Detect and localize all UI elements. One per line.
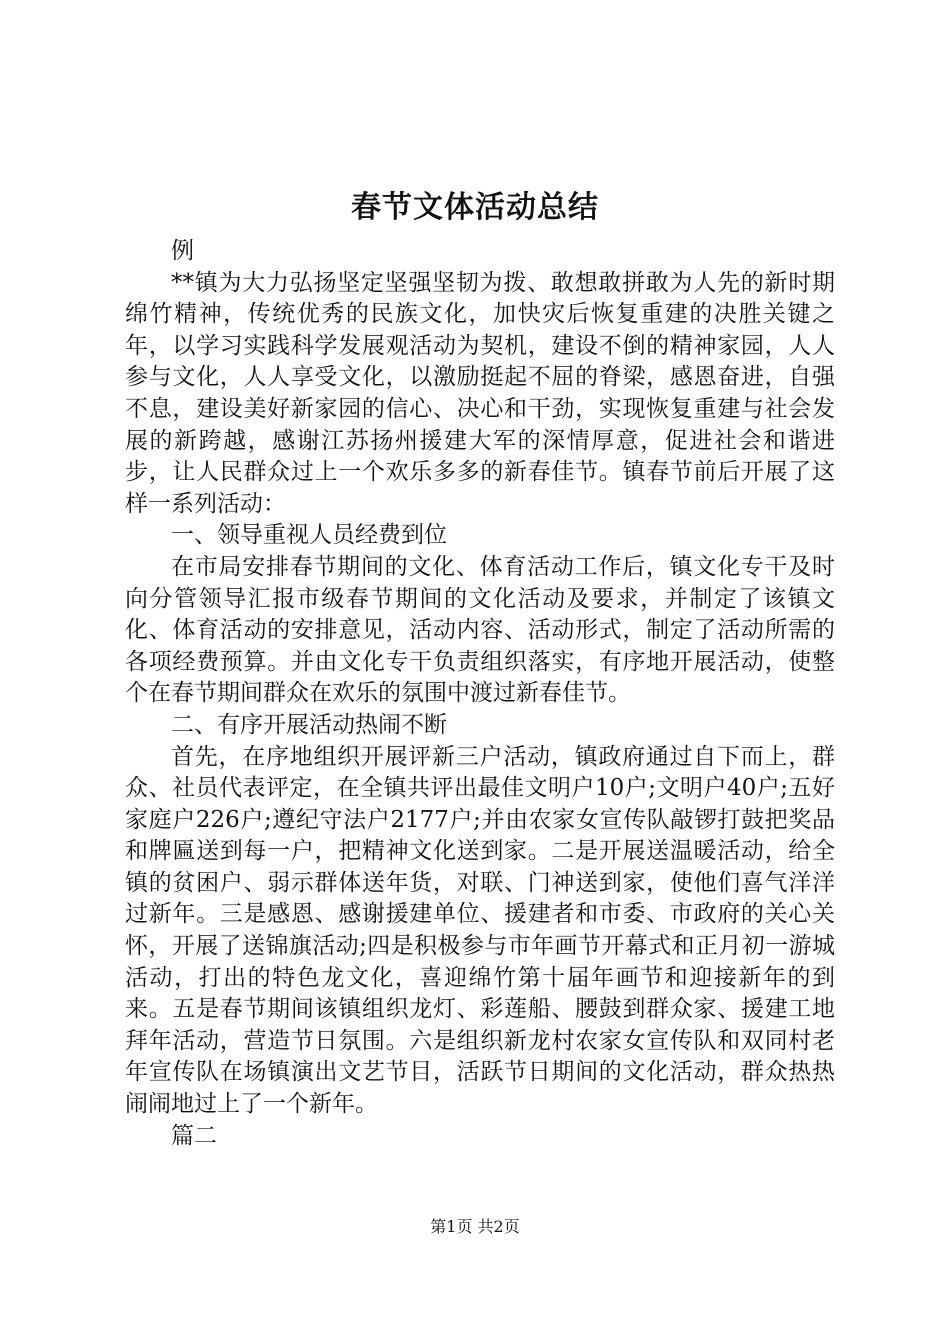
paragraph-example-label: 例 [171,238,194,264]
paragraph-section-2: 首先，在序地组织开展评新三户活动，镇政府通过自下而上，群众、社员代表评定，在全镇共评出最佳文明户10户;文明户40户;五好家庭户226户;遵纪守法户2177户;并由农家女宣传队敲锣打鼓把奖品和牌匾送到每一户，把精神文化送到家。二是开展送温暖活动，给全镇的贫困户、弱示群体送年货，对联、门神送到家，使他们喜气洋洋过新年。三是感恩、感谢援建单位、援建者和市委、市政府的关心关怀，开展了送锦旗活动;四是积极参与市年画节开幕式和正月初一游城活动，打出的特色龙文化，喜迎绵竹第十届年画节和迎接新年的到来。五是春节期间该镇组织龙灯、彩莲船、腰鼓到群众家、援建工地拜年活动，营造节日氛围。六是组织新龙村农家女宣传队和双同村老年宣传队在场镇演出文艺节目，活跃节日期间的文化活动，群众热热闹闹地过上了一个新年。 [125,743,835,1118]
document-body [125,236,835,1152]
document-title: 春节文体活动总结 [351,190,599,225]
section-heading-2: 二、有序开展活动热闹不断 [171,711,447,738]
paragraph-part-two-label: 篇二 [171,1122,217,1149]
page-footer: 第1页 共2页 [430,1217,520,1236]
section-heading-1: 一、领导重视人员经费到位 [171,522,447,549]
paragraph-section-1: 在市局安排春节期间的文化、体育活动工作后，镇文化专干及时向分管领导汇报市级春节期间的文化活动及要求，并制定了该镇文化、体育活动的安排意见，活动内容、活动形式，制定了活动所需的各项经费预算。并由文化专干负责组织落实，有序地开展活动，使整个在春节期间群众在欢乐的氛围中渡过新春佳节。 [125,553,835,707]
paragraph-intro: **镇为大力弘扬坚定坚强坚韧为拨、敢想敢拼敢为人先的新时期绵竹精神，传统优秀的民族文化，加快灾后恢复重建的决胜关键之年，以学习实践科学发展观活动为契机，建设不倒的精神家园，人人参与文化，人人享受文化，以激励挺起不屈的脊梁，感恩奋进，自强不息，建设美好新家园的信心、决心和干劲，实现恢复重建与社会发展的新跨越，感谢江苏扬州援建大军的深情厚意，促进社会和谐进步，让人民群众过上一个欢乐多多的新春佳节。镇春节前后开展了这样一系列活动： [125,269,835,517]
